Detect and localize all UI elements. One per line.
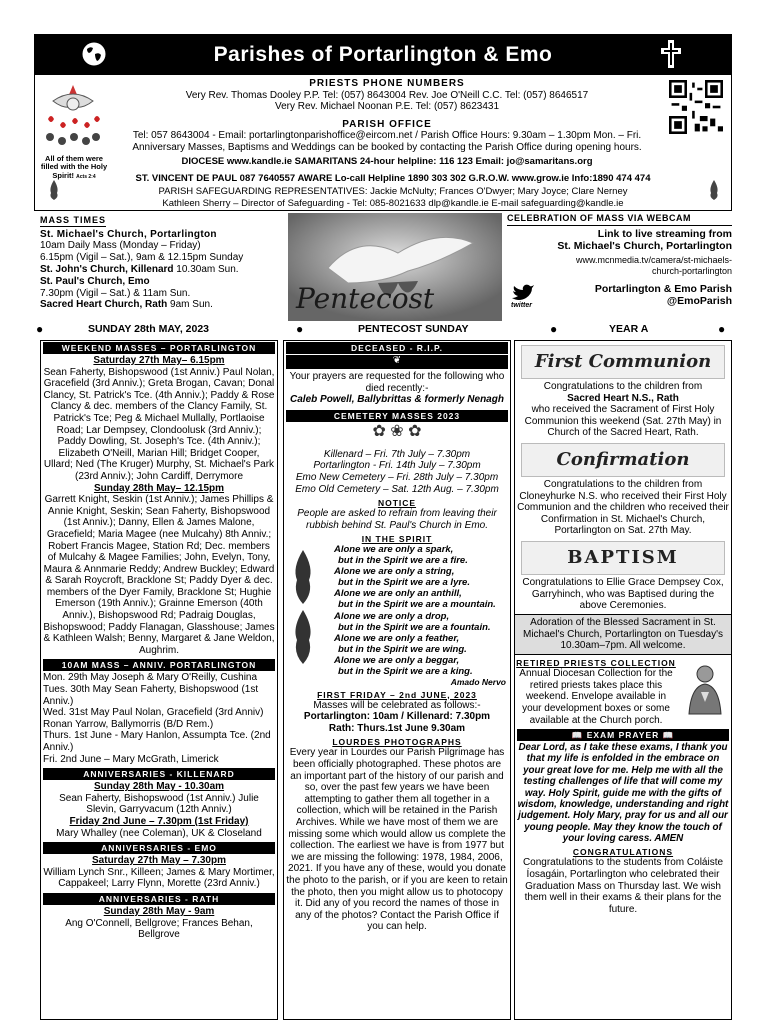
- mass-date: Sunday 28th May - 10.30am: [93, 781, 225, 793]
- office-heading: PARISH OFFICE: [342, 119, 432, 130]
- communion-school: Sacred Heart N.S., Rath: [567, 392, 679, 404]
- webcam-box: [507, 213, 732, 321]
- church-name: St. Paul's Church, Emo: [40, 275, 150, 287]
- communion-text: who received the Sacrament of First Holy Communion this weekend (Sat. 27th May) in Church of the Sacred Heart, Rath.: [524, 404, 722, 439]
- first-communion-banner: First Communion: [521, 345, 725, 379]
- intentions-list: Garrett Knight, Seskin (1st Anniv.); James Phillips & Annie Knight, Seskin; Sean Faherty, Bishopswood (1st Anniv.); Danny, Ellen & James Malone, Gracefield; Maria Magee (nee Mulcahy) 8th Anniv.; Robert Francis Magee, Station Rd; Dec. members of Mulcahy & Magee Families; John, Evelyn, Tony, Maura & Annmarie Reddy; Andrew Buckley; Edward & Sarah Roycroft, Bracklone St; Paddy Dyer & dec. members of the Dyer Family, Bracklone St; Hughie Emerson (19th Anniv.); Grainne Emerson (40th Anniv.), Bishopswood Rd; Padraig Douglas, Bishopswood; Paddy Flanagan, Glasshouse; James & Kathleen Walsh; Benny, Margaret & Jane Weldon, Aughrim.: [43, 494, 275, 656]
- first-friday-heading: FIRST FRIDAY – 2nd JUNE, 2023: [317, 689, 477, 700]
- church-name: Sacred Heart Church, Rath: [40, 299, 168, 311]
- flowers-image: ✿ ❀ ✿: [372, 422, 422, 440]
- holy-spirit-dove-image: [38, 79, 108, 155]
- deceased-text: Your prayers are requested for the following who died recently:-: [289, 371, 505, 394]
- section-heading: 10AM MASS – ANNIV. PORTARLINGTON: [43, 659, 275, 671]
- twitter-label: twitter: [511, 301, 532, 309]
- retired-priests-heading: RETIRED PRIESTS COLLECTION: [516, 658, 676, 669]
- lourdes-text: Every year in Lourdes our Parish Pilgrimage has been officially photographed. These photos are an important part of the history of our parish and so, over the past few years we have been attempting to gather them all together in a collection, which will be retained in the Parish Archives. While we have most of them we are missing some which would allow us complete the collection. The earliest we have is from 1977 but we are missing the following: 1978, 1984, 2006, 2021. If you have any of these, would you donate the photo to the parish, or if you are keen to retain the photo, then you might allow us to photocopy it. Did any of you record the names of those in any of the photos? Contact the Parish Office if you can help.: [286, 747, 508, 933]
- cemetery-mass: Portarlington - Fri. 14th July – 7.30pm: [313, 460, 481, 472]
- pentecost-label: Pentecost: [296, 281, 435, 315]
- exam-prayer-heading: EXAM PRAYER: [586, 730, 660, 741]
- baptism-text: Congratulations to Ellie Grace Dempsey Cox, Garryhinch, who was Baptised during the above Ceremonies.: [522, 576, 724, 612]
- weekday-intention: Fri. 2nd June – Mary McGrath, Limerick: [43, 753, 219, 765]
- mass-time: 7.30pm (Vigil – Sat.) & 11am Sun.: [40, 287, 191, 299]
- page-title: Parishes of Portarlington & Emo: [213, 43, 553, 66]
- church-name: St. John's Church, Killenard: [40, 264, 174, 275]
- mass-time: 6.15pm (Vigil – Sat.), 9am & 12.15pm Sunday: [40, 252, 244, 264]
- twitter-bird-icon[interactable]: [511, 283, 535, 301]
- section-heading: DECEASED - R.I.P.: [286, 342, 508, 354]
- bullet: ●: [718, 322, 726, 336]
- mass-date: Sunday 28th May– 12.15pm: [93, 482, 225, 494]
- poem-line: Alone we are only a feather,: [334, 632, 460, 644]
- intentions-list: Sean Faherty, Bishopswood (1st Anniv.) Paul Nolan, Gracefield (3rd Anniv.); Greta Brogan, Cavan; Donal Clancy, St. Patrick's Tce. (4th Anniv.); Paddy & Rose Clancy & dec. members of the Clancy Family, St. Patrick's Tce; Peg & Michael Mullally, Portlaoise Road; Lar Dempsey, Clondoolusk (3rd Anniv.); Paddy Dowling, St. Joseph's Tce. (4th Anniv.); Elizabeth O'Neill, Marian Hill; Bridget Cooper, Ullard; Ned (The Kruger) Murphy, St. Michael's Park (23rd Anniv.); John Cardiff, Derrymore: [43, 366, 275, 482]
- spirit-heading: IN THE SPIRIT: [361, 534, 433, 545]
- priests-heading: PRIESTS PHONE NUMBERS: [309, 78, 465, 89]
- praying-priest-image: [683, 664, 727, 716]
- section-heading: 📖 EXAM PRAYER 📖: [517, 729, 729, 741]
- baptism-banner: BAPTISM: [521, 541, 725, 575]
- weekday-intention: Wed. 31st May Paul Nolan, Gracefield (3rd Anniv) Ronan Yarrow, Ballymorris (B/D Rem.): [43, 707, 264, 730]
- column-sacraments: [514, 340, 732, 1020]
- bullet: ●: [36, 322, 44, 336]
- column-anniversaries: [40, 340, 278, 1020]
- confirmation-text: Congratulations to the children from Cloneyhurke N.S. who received their First Holy Communion and the children who received their Confirmation in St. Michael's Church, Portarlington on Sat. 27th May.: [517, 478, 729, 537]
- flame-icon: [707, 179, 721, 201]
- diocese-line: DIOCESE www.kandle.ie SAMARITANS 24-hour helpline: 116 123 Email: jo@samaritans.org: [181, 156, 593, 167]
- first-friday-text: Masses will be celebrated as follows:-: [313, 699, 481, 711]
- intentions-list: Mary Whalley (nee Coleman), UK & Closeland: [56, 827, 262, 839]
- spirit-poem: [284, 544, 510, 686]
- qr-code[interactable]: [669, 80, 723, 134]
- section-heading: CEMETERY MASSES 2023: [286, 410, 508, 422]
- holy-spirit-caption: All of them were filled with the Holy Spirit! Acts 2:4: [40, 154, 108, 180]
- intentions-list: William Lynch Snr., Killeen; James & Mary Mortimer, Cappakeel; Larry Flynn, Morette (23rd Anniv.): [43, 866, 275, 890]
- mass-times-box: [40, 215, 286, 319]
- office-line-2: Anniversary Masses, Baptisms and Weddings can be booked by contacting the Parish Office during opening hours.: [132, 142, 642, 153]
- weekday-intention: Tues. 30th May Sean Faherty, Bishopswood (1st Anniv.): [43, 684, 259, 707]
- flame-icon: [288, 548, 318, 668]
- webcam-heading: CELEBRATION OF MASS VIA WEBCAM: [507, 213, 732, 226]
- communion-text: Congratulations to the children from: [543, 381, 703, 392]
- poem-author: Amado Nervo: [450, 676, 506, 687]
- bullet: ●: [550, 322, 558, 336]
- intentions-list: Sean Faherty, Bishopswood (1st Anniv.) Julie Slevin, Garryvacum (12th Anniv.): [59, 792, 259, 816]
- lourdes-heading: LOURDES PHOTOGRAPHS: [332, 737, 462, 748]
- mass-date: Sunday 28th May - 9am: [103, 906, 215, 918]
- flame-icon: [47, 179, 61, 201]
- section-heading: ANNIVERSARIES - KILLENARD: [43, 768, 275, 780]
- deceased-names: Caleb Powell, Ballybrittas & formerly Nenagh: [290, 394, 504, 406]
- webcam-link[interactable]: www.mcnmedia.tv/camera/st-michaels-: [575, 255, 732, 266]
- church-name: St. Michael's Church, Portarlington: [40, 228, 217, 240]
- retired-priests-text: Annual Diocesan Collection for the retired priests takes place this weekend. Envelope available in your development boxes or some available at the Church porch.: [519, 668, 673, 726]
- poem-line: but in the Spirit we are a mountain.: [338, 599, 496, 611]
- exam-prayer-text: Dear Lord, as I take these exams, I thank you that my life is enfolded in the embrace on your great love for me. Help me with all the testing challenges of life that will come my way. Holy Spirit, guide me with the gifts of wisdom, knowledge, understanding and right judgement. Holy Mary, pray for us and all our young people. May they know the touch of your loving caress. AMEN: [517, 742, 729, 844]
- poem-line: Alone we are only a beggar,: [334, 654, 460, 666]
- office-line-1: Tel: 057 8643004 - Email: portarlingtonparishoffice@eircom.net / Parish Office Hours: 9.30am – 1.30pm Mon. – Fri.: [132, 130, 642, 141]
- congratulations-text: Congratulations to the students from Coláiste Íosagáin, Portarlington who celebrated their Graduation Mass on Thursday last. We wish them well in their exams & their plans for the future.: [522, 857, 724, 915]
- pentecost-image: [288, 213, 502, 321]
- mass-date: Saturday 27th May – 7.30pm: [92, 855, 226, 867]
- poem-line: Alone we are only a string,: [334, 566, 455, 578]
- mass-time: 10am Daily Mass (Monday – Friday): [40, 240, 201, 252]
- section-heading: ANNIVERSARIES - EMO: [43, 842, 275, 854]
- intentions-list: Ang O'Connell, Bellgrove; Frances Behan, Bellgrove: [65, 917, 253, 941]
- safeguarding-line-2: Kathleen Sherry – Director of Safeguarding - Tel: 085-8021633 dlp@kandle.ie E-mail safeguarding@kandle.ie: [162, 198, 624, 209]
- webcam-link[interactable]: church-portarlington: [651, 265, 732, 276]
- priests-line-1: Very Rev. Thomas Dooley P.P. Tel: (057) 8643004 Rev. Joe O'Neill C.C. Tel: (057) 8646517: [185, 90, 589, 101]
- date-bar: [34, 323, 732, 337]
- mass-time: 9am Sun.: [167, 299, 213, 311]
- header-banner: [34, 34, 732, 75]
- column-notices: [283, 340, 511, 1020]
- congratulations-heading: CONGRATULATIONS: [572, 847, 674, 858]
- poem-line: but in the Spirit we are a fountain.: [338, 621, 491, 633]
- weekday-intention: Mon. 29th May Joseph & Mary O'Reilly, Cushina: [43, 672, 258, 684]
- poem-line: but in the Spirit we are a lyre.: [338, 577, 470, 589]
- priests-line-2: Very Rev. Michael Noonan P.E. Tel: (057) 8623431: [274, 101, 500, 112]
- notice-heading: NOTICE: [377, 498, 417, 509]
- mass-time: 10.30am Sun.: [173, 264, 239, 275]
- poem-line: Alone we are only a spark,: [334, 544, 454, 556]
- bullet: ●: [296, 322, 304, 336]
- weekday-intention: Thurs. 1st June - Mary Hanlon, Assumpta Tce. (2nd Anniv.): [43, 730, 271, 754]
- first-friday-times: Rath: Thurs.1st June 9.30am: [328, 722, 466, 734]
- svp-line: ST. VINCENT DE PAUL 087 7640557 AWARE Lo-call Helpline 1890 303 302 G.R.O.W. www.grow.ie Info:1890 474 474: [135, 173, 651, 184]
- section-heading: WEEKEND MASSES – PORTARLINGTON: [43, 342, 275, 354]
- confirmation-banner: Confirmation: [521, 443, 725, 477]
- webcam-text: Link to live streaming from: [597, 227, 732, 240]
- mass-times-heading: MASS TIMES: [40, 215, 107, 225]
- cemetery-mass: Emo New Cemetery – Fri. 28th July – 7.30pm: [295, 472, 499, 483]
- ornament: ❦: [286, 355, 508, 369]
- mass-date: Saturday 27th May– 6.15pm: [93, 355, 225, 367]
- contact-info-box: [34, 75, 732, 211]
- safeguarding-line-1: PARISH SAFEGUARDING REPRESENTATIVES: Jackie McNulty; Frances O'Dwyer; Mary Joyce; Clare Nerney: [158, 186, 628, 197]
- poem-line: but in the Spirit we are a fire.: [338, 555, 468, 567]
- cemetery-mass: Killenard – Fri. 7th July – 7.30pm: [323, 448, 471, 460]
- poem-line: Alone we are only an anthill,: [334, 588, 462, 600]
- cross-icon: [660, 39, 682, 69]
- adoration-notice: Adoration of the Blessed Sacrament in St. Michael's Church, Portarlington on Tuesday's 10.30am–7pm. All welcome.: [515, 614, 731, 655]
- webcam-text: St. Michael's Church, Portarlington: [557, 239, 732, 252]
- year-label: YEAR A: [609, 323, 649, 335]
- first-friday-times: Portarlington: 10am / Killenard: 7.30pm: [303, 711, 491, 723]
- twitter-handle[interactable]: @EmoParish: [666, 294, 732, 307]
- poem-line: but in the Spirit we are wing.: [338, 643, 467, 655]
- mass-date: Friday 2nd June – 7.30pm (1st Friday): [69, 816, 249, 828]
- cemetery-mass: Emo Old Cemetery – Sat. 12th Aug. – 7.30pm: [295, 483, 499, 495]
- feast-label: PENTECOST SUNDAY: [358, 323, 469, 335]
- poem-line: but in the Spirit we are a king.: [338, 665, 473, 677]
- date-label: SUNDAY 28th MAY, 2023: [88, 323, 210, 335]
- section-heading: ANNIVERSARIES - RATH: [43, 893, 275, 905]
- twitter-handle[interactable]: Portarlington & Emo Parish: [594, 282, 732, 295]
- notice-text: People are asked to refrain from leaving their rubbish behind St. Paul's Church in Emo.: [297, 508, 497, 531]
- poem-line: Alone we are only a drop,: [334, 610, 450, 622]
